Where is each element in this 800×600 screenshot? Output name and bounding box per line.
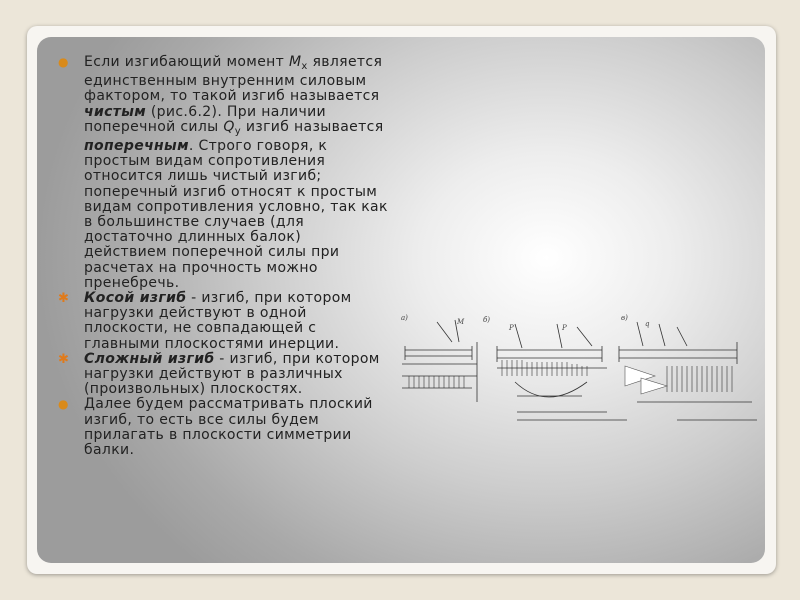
- bullet-icon: ●: [58, 55, 69, 69]
- slide-text-body: [58, 55, 388, 458]
- paragraph-oblique-bending: ✱ Косой изгиб - изгиб, при котором нагрузки действуют в одной плоскости, не совпадающей с главными плоскостями инерции.: [58, 290, 352, 352]
- figure-label-c: в): [621, 314, 628, 322]
- bullet-icon: ●: [58, 397, 69, 412]
- diamond-bullet-icon: ✱: [58, 291, 70, 307]
- load-label: q: [645, 320, 650, 328]
- figure-a-pure-bending: [402, 320, 477, 402]
- paragraph-complex-bending: ✱ Сложный изгиб - изгиб, при котором нагрузки действуют в различных (произвольных) плоскостях.: [58, 350, 380, 398]
- force-label-2: P: [562, 324, 567, 332]
- figure-label-a: а): [401, 314, 408, 322]
- bending-figure: [397, 302, 769, 432]
- paragraph-plane-bending: ● Далее будем рассматривать плоский изгиб, то есть все силы будем прилагать в плоскости симметрии балки.: [58, 396, 373, 459]
- force-label-1: P: [509, 324, 514, 332]
- moment-label: M: [457, 318, 465, 326]
- figure-label-b: б): [483, 316, 491, 324]
- figure-b-transverse-bending: [497, 324, 627, 420]
- arrow-icon: [641, 378, 667, 394]
- paragraph-pure-bending: ● Если изгибающий момент $M_x$ является единственным внутренним силовым фактором, то такой изгиб называется чистым (рис.6.2). При наличии поперечной силы $Q_y$ изгиб называется поперечным. Строго говоря, к простым видам сопротивления относится лишь чистый изгиб; поперечный изгиб относят к простым видам сопротивления условно, так как в большинстве случаев (для достаточно длинных балок) действием поперечной силы при расчетах на прочность можно пренебречь.: [58, 54, 388, 291]
- diamond-bullet-icon: ✱: [58, 351, 70, 367]
